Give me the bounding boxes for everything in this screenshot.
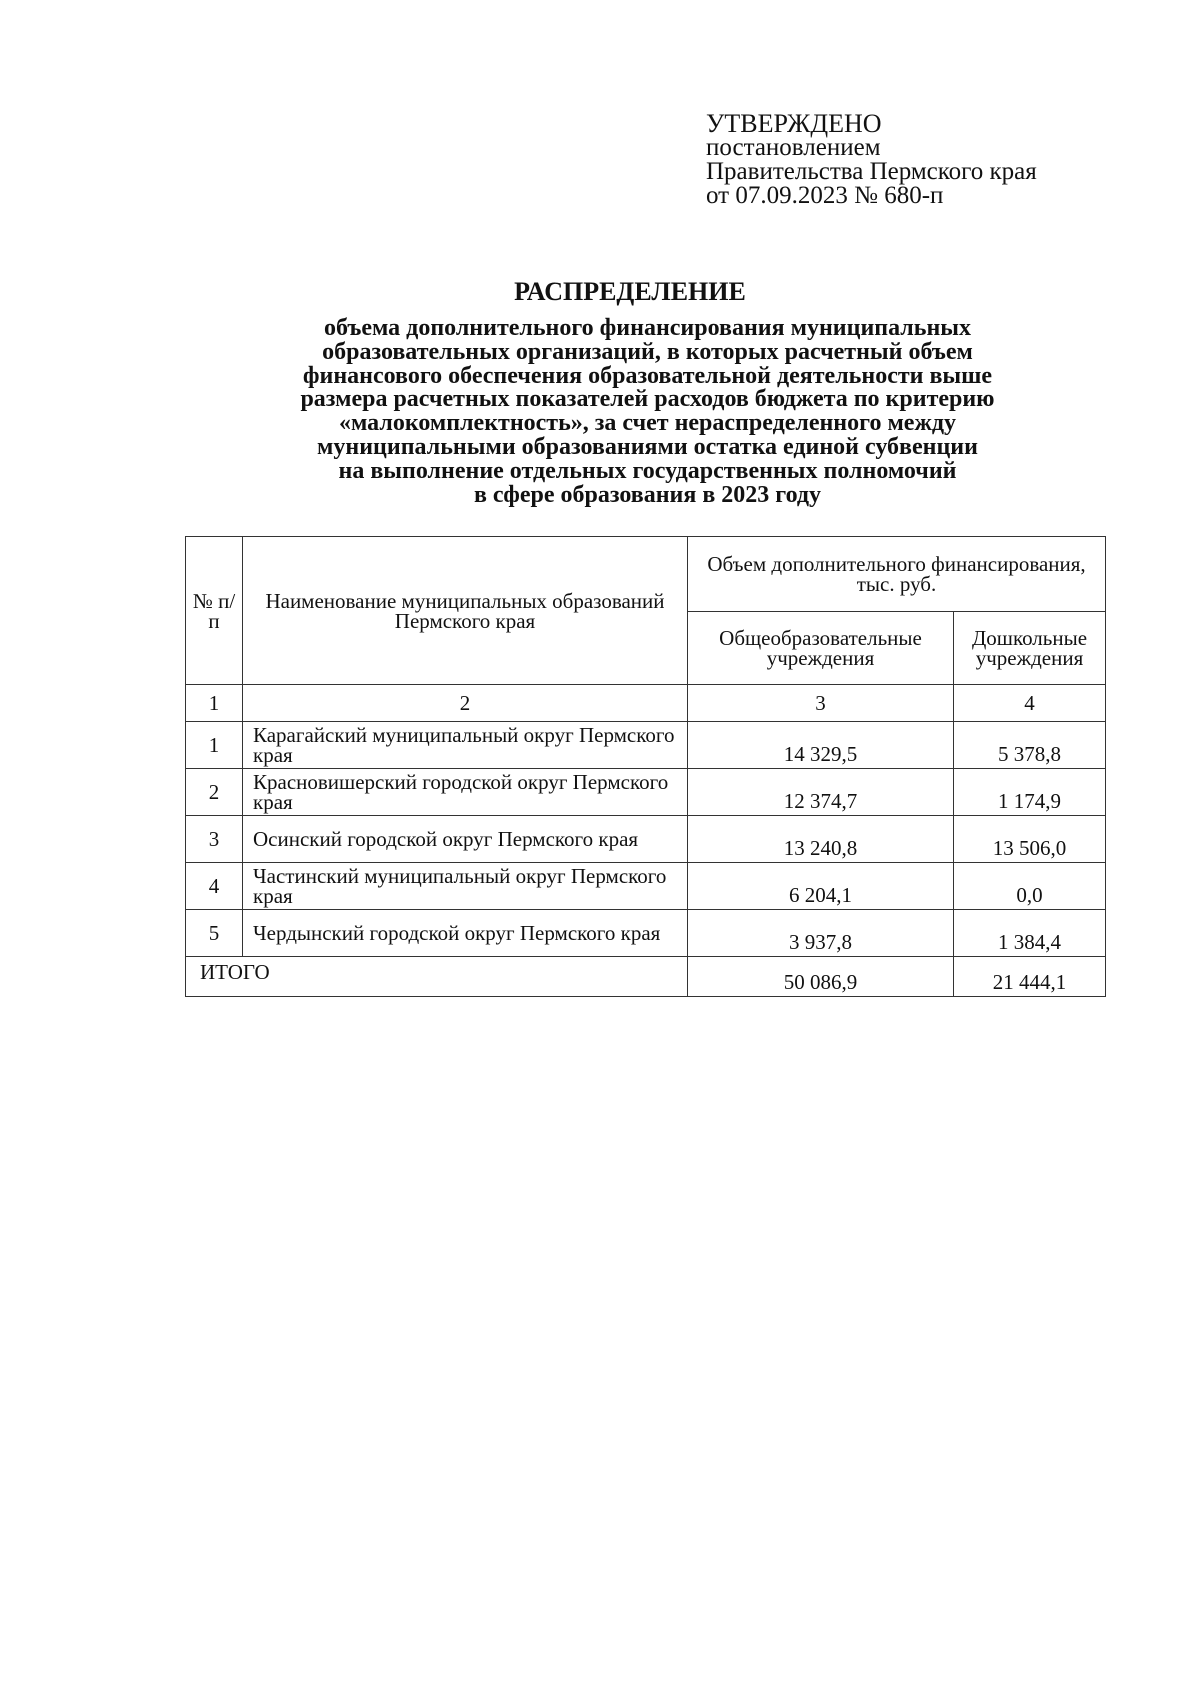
header-volume: Объем дополнительного финансирования, тыс. руб. (688, 537, 1106, 612)
row-num: 2 (186, 769, 243, 816)
header-preschool: Дошкольные учреждения (954, 612, 1106, 685)
document-title: РАСПРЕДЕЛЕНИЕ (514, 277, 746, 306)
column-index: 4 (954, 685, 1106, 722)
table-header-row (186, 537, 1106, 612)
approval-heading: УТВЕРЖДЕНО (706, 109, 882, 138)
row-preschool: 0,0 (954, 863, 1106, 910)
table-row (186, 816, 1106, 863)
row-name: Осинский городской округ Пермского края (243, 816, 688, 863)
column-index: 2 (243, 685, 688, 722)
column-index: 3 (688, 685, 954, 722)
row-preschool: 13 506,0 (954, 816, 1106, 863)
row-num: 3 (186, 816, 243, 863)
row-preschool: 5 378,8 (954, 722, 1106, 769)
column-index: 1 (186, 685, 243, 722)
table-row (186, 769, 1106, 816)
subtitle-line: муниципальными образованиями остатка единой субвенции (317, 433, 978, 460)
header-num: № п/п (186, 537, 243, 685)
subtitle-line: размера расчетных показателей расходов бюджета по критерию (300, 386, 995, 413)
row-general: 3 937,8 (688, 910, 954, 957)
table-row (186, 863, 1106, 910)
document-subtitle (180, 317, 1115, 507)
header-general: Общеобразовательные учреждения (688, 612, 954, 685)
approval-line-2: Правительства Пермского края (706, 158, 1037, 185)
subtitle-line: образовательных организаций, в которых расчетный объем (322, 338, 973, 365)
row-general: 12 374,7 (688, 769, 954, 816)
column-index-row (186, 685, 1106, 722)
table-total-row (186, 957, 1106, 997)
subtitle-line: объема дополнительного финансирования муниципальных (323, 315, 972, 341)
row-name: Карагайский муниципальный округ Пермского края (243, 722, 688, 769)
row-name: Частинский муниципальный округ Пермского края (243, 863, 688, 910)
subtitle-line: «малокомплектность», за счет нераспределенного между (339, 410, 956, 437)
row-preschool: 1 174,9 (954, 769, 1106, 816)
row-name: Чердынский городской округ Пермского края (243, 910, 688, 957)
row-num: 1 (186, 722, 243, 769)
row-preschool: 1 384,4 (954, 910, 1106, 957)
total-preschool: 21 444,1 (954, 957, 1106, 997)
table-row (186, 722, 1106, 769)
subtitle-line: на выполнение отдельных государственных полномочий (338, 457, 957, 484)
row-general: 13 240,8 (688, 816, 954, 863)
header-name: Наименование муниципальных образований Пермского края (243, 537, 688, 685)
approval-block (706, 109, 1146, 209)
total-label: ИТОГО (186, 957, 688, 997)
subtitle-line: финансового обеспечения образовательной деятельности выше (302, 362, 993, 389)
approval-line-3: от 07.09.2023 № 680-п (706, 182, 944, 209)
row-num: 4 (186, 863, 243, 910)
total-general: 50 086,9 (688, 957, 954, 997)
subtitle-line: в сфере образования в 2023 году (473, 481, 822, 508)
row-num: 5 (186, 910, 243, 957)
distribution-table (185, 536, 1106, 997)
row-general: 14 329,5 (688, 722, 954, 769)
table-row (186, 910, 1106, 957)
row-name: Красновишерский городской округ Пермского края (243, 769, 688, 816)
approval-line-1: постановлением (706, 134, 881, 161)
row-general: 6 204,1 (688, 863, 954, 910)
